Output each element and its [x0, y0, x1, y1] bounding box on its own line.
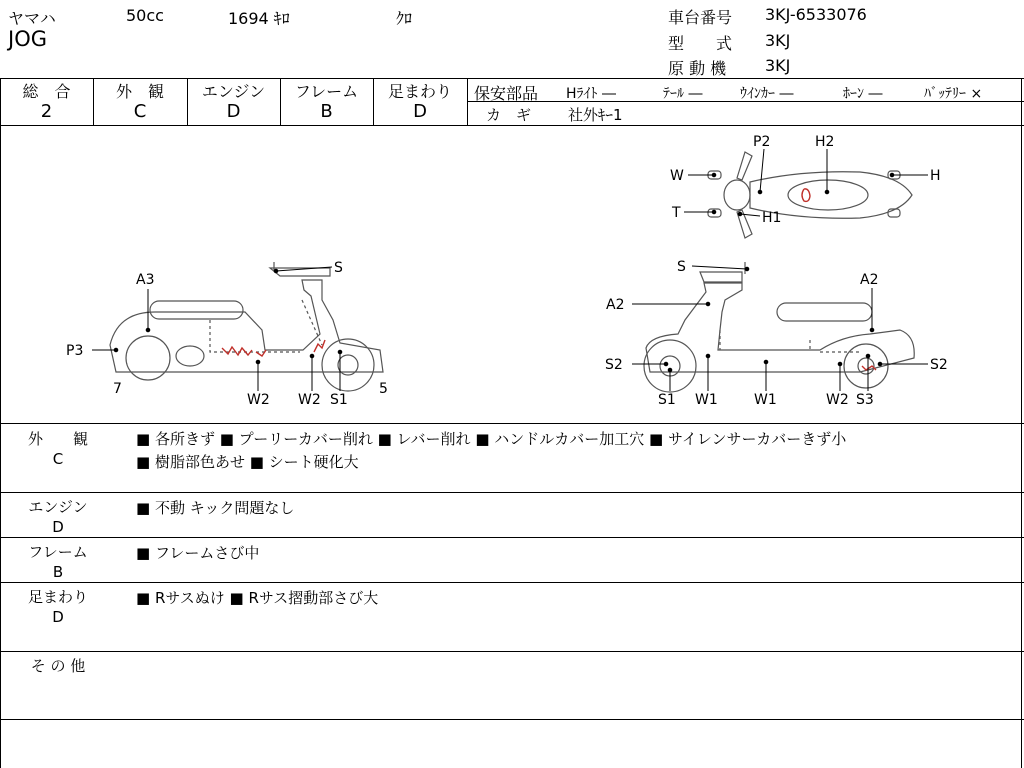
- safety-item-name: Hﾗｲﾄ: [566, 86, 598, 102]
- diagram-label: A2: [860, 272, 879, 288]
- damage-marks-left: [222, 340, 325, 356]
- safety-item-status: ―: [601, 86, 616, 102]
- diagram-label: T: [672, 205, 681, 221]
- grade-label-suspension: 足まわり: [387, 82, 452, 101]
- key-value: 社外ｷｰ1: [568, 106, 623, 124]
- grade-value-exterior: C: [133, 101, 147, 122]
- divider: [0, 423, 1024, 424]
- diagram-label: W2: [826, 392, 849, 408]
- grade-label-frame: フレーム: [294, 82, 359, 101]
- mileage: 1694 ｷﾛ: [228, 9, 290, 28]
- note-label-engine: エンジン: [28, 498, 88, 516]
- safety-item-status: ―: [868, 86, 883, 102]
- frame-no: 3KJ-6533076: [765, 5, 867, 24]
- grade-value-engine: D: [226, 101, 241, 122]
- diagram-label: P2: [753, 134, 771, 150]
- diagram-label: 7: [113, 381, 122, 397]
- labels-right: [605, 259, 948, 408]
- diagram-label: A2: [606, 297, 625, 313]
- note-line: ■ 各所きず ■ プーリーカバー削れ ■ レバー削れ ■ ハンドルカバー加工穴 ■ サイレンサーカバーきず小: [136, 430, 847, 448]
- note-line: ■ Rサスぬけ ■ Rサス摺動部さび大: [136, 589, 379, 607]
- diagram-label: S2: [605, 357, 623, 373]
- grade-label-overall: 総 合: [22, 82, 71, 101]
- key-label: カ ギ: [486, 106, 532, 124]
- safety-item-winker: [740, 83, 793, 103]
- engine-code: 3KJ: [765, 56, 791, 75]
- diagram-label: W2: [298, 392, 321, 408]
- safety-item-name: ﾎｰﾝ: [843, 86, 864, 102]
- diagram-label: W1: [754, 392, 777, 408]
- grade-value-suspension: D: [413, 101, 427, 122]
- diagram-label: W1: [695, 392, 718, 408]
- displacement: 50cc: [126, 6, 164, 25]
- divider: [0, 537, 1024, 538]
- diagram-label: H: [930, 168, 941, 184]
- safety-item-taillight: [663, 83, 702, 103]
- note-grade-engine: D: [52, 518, 64, 536]
- diagram-label: S1: [658, 392, 676, 408]
- frame-no-label: 車台番号: [668, 8, 733, 27]
- model-label: 型 式: [668, 34, 733, 53]
- note-line: ■ 不動 キック問題なし: [136, 499, 295, 517]
- note-label-exterior: 外 観: [27, 430, 88, 448]
- grade-value-overall: 2: [40, 101, 53, 122]
- divider: [0, 719, 1024, 720]
- safety-item-horn: [843, 83, 882, 103]
- diagram-label: S: [677, 259, 686, 275]
- diagram-label: H2: [815, 134, 835, 150]
- diagram-label: W: [670, 168, 684, 184]
- engine-label: 原 動 機: [668, 59, 727, 78]
- divider: [0, 651, 1024, 652]
- grade-value-frame: B: [320, 101, 333, 122]
- safety-item-name: ｳｲﾝｶｰ: [740, 86, 775, 102]
- safety-item-status: ―: [779, 86, 794, 102]
- scooter-damage-diagram: [0, 126, 1024, 422]
- diagram-label: S: [334, 260, 343, 276]
- grade-label-exterior: 外 観: [115, 82, 164, 101]
- note-line: ■ フレームさび中: [136, 544, 260, 562]
- note-label-other: そ の 他: [30, 657, 86, 675]
- safety-label: 保安部品: [474, 84, 539, 103]
- note-grade-exterior: C: [52, 450, 64, 468]
- safety-item-name: ﾊﾞｯﾃﾘｰ: [924, 86, 966, 102]
- diagram-label: S2: [930, 357, 948, 373]
- diagram-label: S3: [856, 392, 874, 408]
- safety-item-battery: [924, 83, 982, 103]
- safety-item-status: ―: [688, 86, 703, 102]
- note-grade-frame: B: [52, 563, 64, 581]
- maker: ヤマハ: [8, 9, 56, 28]
- diagram-label: P3: [66, 343, 84, 359]
- grade-label-engine: エンジン: [201, 82, 266, 101]
- note-line: ■ 樹脂部色あせ ■ シート硬化大: [136, 453, 359, 471]
- model-code: 3KJ: [765, 31, 791, 50]
- diagram-label: W2: [247, 392, 270, 408]
- diagram-label: 5: [379, 381, 388, 397]
- color: ｸﾛ: [396, 9, 413, 28]
- note-label-frame: フレーム: [28, 543, 88, 561]
- divider: [0, 582, 1024, 583]
- diagram-label: S1: [330, 392, 348, 408]
- diagram-label: H1: [762, 210, 782, 226]
- diagram-label: A3: [136, 272, 155, 288]
- safety-item-status: ×: [970, 86, 983, 102]
- note-label-suspension: 足まわり: [27, 588, 88, 606]
- model-name: JOG: [8, 27, 47, 51]
- divider: [467, 78, 468, 125]
- damage-mark-seat: [802, 189, 810, 202]
- divider: [0, 492, 1024, 493]
- safety-item-name: ﾃｰﾙ: [663, 86, 684, 102]
- note-grade-suspension: D: [52, 608, 64, 626]
- safety-item-headlight: [566, 83, 616, 103]
